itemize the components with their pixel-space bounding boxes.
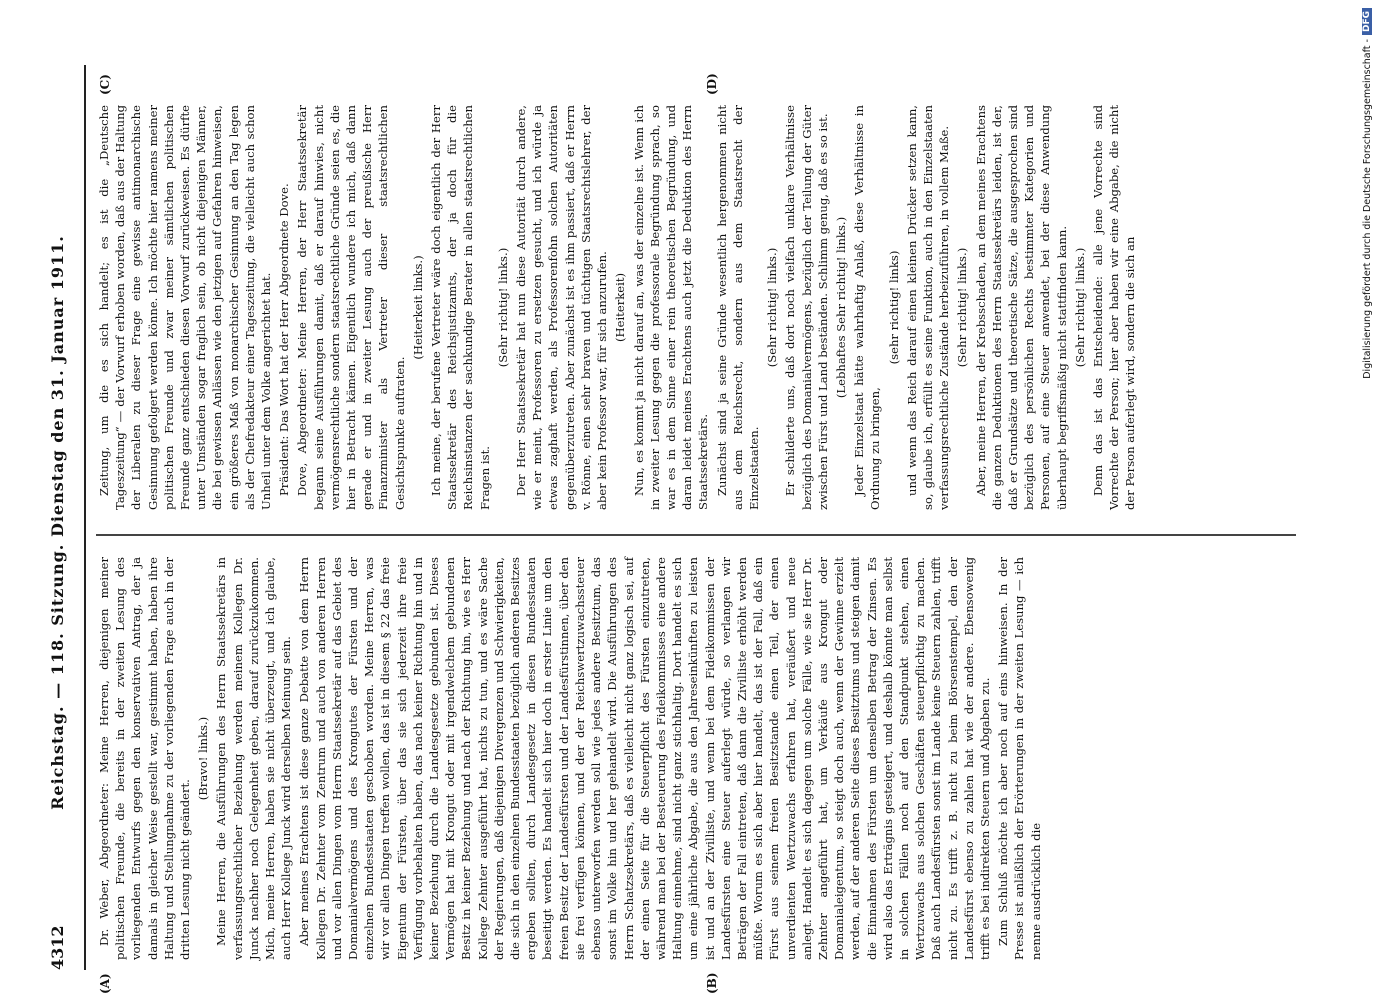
- text-column-left: [96, 557, 1301, 960]
- column-divider: [96, 535, 1296, 537]
- page-header: [48, 75, 76, 970]
- paragraph: und wenn das Reich darauf einen kleinen Drücker setzen kann, so, glaube ich, erfüllt es seine Funktion, auch in den Einzelstaaten verfassungsrechtliche Zustände herbeizuführen, in vollem Maße.: [904, 105, 952, 510]
- paragraph: Ich meine, der berufene Vertreter wäre doch eigentlich der Herr Staatssekretär des Reichsjustizamts, der ja doch für die Reichsinstanzen der sachkundige Berater in allen staatsrechtlichen Fragen ist.: [429, 105, 492, 510]
- paragraph: Jeder Einzelstaat hätte wahrhaftig Anlaß, diese Verhältnisse in Ordnung zu bringen,: [852, 105, 883, 510]
- paragraph: Aber, meine Herren, der Krebsschaden, an dem meines Erachtens die ganzen Deduktionen des Herrn Staatssekretärs leiden, ist der, daß er Grundsätze und theoretische Sätze, die ausgesprochen sind bezüglich des persönlichen Rechts bestimmter Kategorien und Personen, auf eine Steuer anwendet, bei der diese Anwendung überhaupt begriffsmäßig nicht stattfinden kann.: [973, 105, 1069, 510]
- margin-marker-c: (C): [98, 74, 112, 95]
- paragraph: Nun, es kommt ja nicht darauf an, was der einzelne ist. Wenn ich in zweiter Lesung gegen die professorale Begründung sprach, so war es in dem Sinne einer rein theoretischen Begründung, und daran leidet meines Erachtens auch jetzt die Deduktion des Herrn Staatssekretärs.: [631, 105, 711, 510]
- paragraph: Der Herr Staatssekretär hat nun diese Autorität durch andere, wie er meint, Professoren zu ersetzen gesucht, und ich würde ja etwas zaghaft werden, als Professorenfohn solchen Autoritäten gegenüberzutreten. Aber zunächst ist es ihm passiert, daß er Herrn v. Rönne, einen sehr braven und tüchtigen Staatsrechtslehrer, der aber kein Professor war, für sich anzurufen.: [514, 105, 610, 510]
- text-column-right: [96, 105, 1301, 510]
- interjection: (Sehr richtig! links.): [765, 247, 780, 368]
- interjection: (Sehr richtig! links.): [1072, 247, 1087, 368]
- interjection: (Lebhaftes Sehr richtig! links.): [833, 216, 848, 399]
- margin-marker-d: (D): [705, 73, 719, 95]
- interjection: (Heiterkeit): [613, 272, 628, 343]
- interjection: (Heiterkeit links.): [410, 255, 425, 360]
- paragraph: Aber meines Erachtens ist diese ganze Debatte von dem Herrn Kollegen Dr. Zehnter vom Zentrum und auch von anderen Herren und vor allen Dingen vom Herrn Staatssekretär auf das Gebiet des Domanialvermögens und des Krongutes der Fürsten und der einzelnen Bundesstaaten geschoben worden. Meine Herren, was wir vor allen Dingen treffen wollen, das ist in diesem § 22 das freie Eigentum der Fürsten, über das sie sich jederzeit ihre freie Verfügung vorbehalten haben, das nach keiner Richtung hin und in keiner Beziehung durch die Landesgesetze gebunden ist. Dieses Vermögen hat mit Krongut oder mit irgendwelchem gebundenen Besitz in keiner Beziehung und nach der Richtung hin, wie es Herr Kollege Zehnter ausgeführt hat, nichts zu tun, und es wäre Sache der Regierungen, daß diejenigen Divergenzen und Schwierigkeiten, die sich in den einzelnen Bundesstaaten bezüglich anderen Besitzes ergeben sollten, durch Landesgesetz in diesen Bundesstaaten beseitigt werden. Es handelt sich hier doch in erster Linie um den freien Besitz der Landesfürsten und der Landesfürstinnen, über den sie frei verfügen können, und der der Reichswertzuwachssteuer ebenso unterworfen werden soll wie jedes andere Besitztum, das sonst im Volke hin und her gehandelt wird. Die Ausführungen des Herrn Schatzsekretärs, daß es vielleicht nicht ganz logisch sei, auf der einen Seite für die Steuerpflicht des Fürsten einzutreten, während man bei der Besteuerung des Fideikommisses eine andere Haltung einnehme, sind nicht ganz stichhaltig. Dort handelt es sich um eine jährliche Abgabe, die aus den Jahreseinkünften zu leisten ist und an der Zivilliste, und wenn bei dem Fideikommissen der Landesfürsten eine Steuer auferlegt würde, so verlangen wir Beträgen der Fall eintreten, daß dann die Zivilliste erhöht werden müßte. Worum es sich aber hier handelt, das ist der Fall, daß ein Fürst aus seinem freien Besitzstande einen Teil, der einen unverdienten Wertzuwachs erfahren hat, veräußert und neue anlegt. Handelt es sich dagegen um solche Fälle, wie sie Herr Dr. Zehnter angeführt hat, um Verkäufe aus Krongut oder Domanialeigentum, so steigt doch auch, wenn der Gewinne erzielt werden, auf der anderen Seite dieses Besitztums und steigen damit die Einnahmen des Fürsten um denselben Betrag der Zinsen. Es wird also das Erträgnis gesteigert, und deshalb könnte man selbst in solchen Fällen noch auf den Standpunkt stehen, einen Wertzuwachs aus solchen Geschäften steuerpflichtig zu machen. Daß auch Landesfürsten sonst im Lande keine Steuern zahlen, trifft nicht zu. Es trifft z. B. nicht zu beim Börsenstempel, den der Landesfürst ebenso zu zahlen hat wie der andere. Ebensowenig trifft es bei indirekten Steuern und Abgaben zu.: [297, 557, 992, 960]
- interjection: (Bravo! links.): [196, 716, 211, 801]
- page-number: 4312: [48, 925, 67, 970]
- paragraph: Präsident: Das Wort hat der Herr Abgeordnete Dove.: [277, 183, 292, 496]
- interjection: (sehr richtig! links): [886, 250, 901, 365]
- digitization-credit: [1357, 8, 1377, 994]
- margin-marker-b: (B): [705, 972, 719, 994]
- paragraph: Zum Schluß möchte ich aber noch auf eins hinweisen. In der Presse ist anläßlich der Erörterungen in der zweiten Lesung — ich nenne ausdrücklich die: [996, 557, 1043, 960]
- paragraph: Zeitung, um die es sich handelt; es ist die „Deutsche Tageszeitung“ — der Vorwurf erhoben worden, daß aus der Haltung der Liberalen zu dieser Frage eine gewisse antimonarchische Gesinnung gefolgert werden könne. Ich möchte hier namens meiner politischen Freunde und zwar meiner sämtlichen politischen Freunde ganz entschieden diesen Vorwurf zurückweisen. Es dürfte unter Umständen sogar fraglich sein, ob nicht diejenigen Männer, die bei gewissen Anlässen wie den jetzigen auf Gefahren hinweisen, ein größeres Maß von monarchischer Gesinnung an den Tag legen als der Chefredakteur einer Tageszeitung, die vielleicht auch schon Unheil unter dem Volke angerichtet hat.: [97, 105, 274, 510]
- dfg-logo: DFG: [1362, 8, 1372, 35]
- paragraph: Zunächst sind ja seine Gründe wesentlich hergenommen nicht aus dem Reichsrecht, sondern aus dem Staatsrecht der Einzelstaaten.: [714, 105, 761, 510]
- page-title: Reichstag. — 118. Sitzung. Dienstag den 31. Januar 1911.: [48, 235, 67, 810]
- paragraph: Dr. Weber, Abgeordneter: Meine Herren, diejenigen meiner politischen Freunde, die bereits in der zweiten Lesung des vorliegenden Entwurfs gegen den konservativen Antrag, der ja damals in gleicher Weise gestellt war, gestimmt haben, haben ihre Haltung und Stellungnahme zu der vorliegenden Frage auch in der dritten Lesung nicht geändert.: [97, 557, 193, 960]
- paragraph: Dove, Abgeordneter: Meine Herren, der Herr Staatssekretär begann seine Ausführungen damit, daß er darauf hinwies, nicht vermögensrechtliche sondern staatsrechtliche Gründe seien es, die hier in Betracht kämen. Eigentlich wundere ich mich, daß dann gerade er und in zweiter Lesung auch der preußische Herr Finanzminister als Vertreter dieser staatsrechtlichen Gesichtspunkte auftraten.: [295, 105, 407, 510]
- header-rule: [84, 65, 86, 970]
- interjection: (Sehr richtig! links.): [955, 247, 970, 368]
- interjection: (Sehr richtig! links.): [495, 247, 510, 368]
- margin-marker-a: (A): [98, 973, 112, 994]
- credit-text: Digitalisierung gefördert durch die Deutsche Forschungsgemeinschaft -: [1361, 39, 1373, 379]
- paragraph: Meine Herren, die Ausführungen des Herrn Staatssekretärs in verfassungsrechtlicher Beziehung werden meinem Kollegen Dr. Junck nachher noch Gelegenheit geben, darauf zurückzukommen. Mich, meine Herren, haben sie nicht überzeugt, und ich glaube, auch Herr Kollege Junck wird derselben Meinung sein.: [214, 557, 294, 960]
- paragraph: Denn das ist das Entscheidende: alle jene Vorrechte sind Vorrechte der Person; hier aber haben wir eine Abgabe, die nicht der Person auferlegt wird, sondern die sich an: [1090, 105, 1138, 510]
- paragraph: Er schilderte uns, daß dort noch vielfach unklare Verhältnisse bezüglich des Domanialvermögens, bezüglich der Teilung der Güter zwischen Fürst und Land beständen. Schlimm genug, daß es so ist.: [783, 105, 830, 510]
